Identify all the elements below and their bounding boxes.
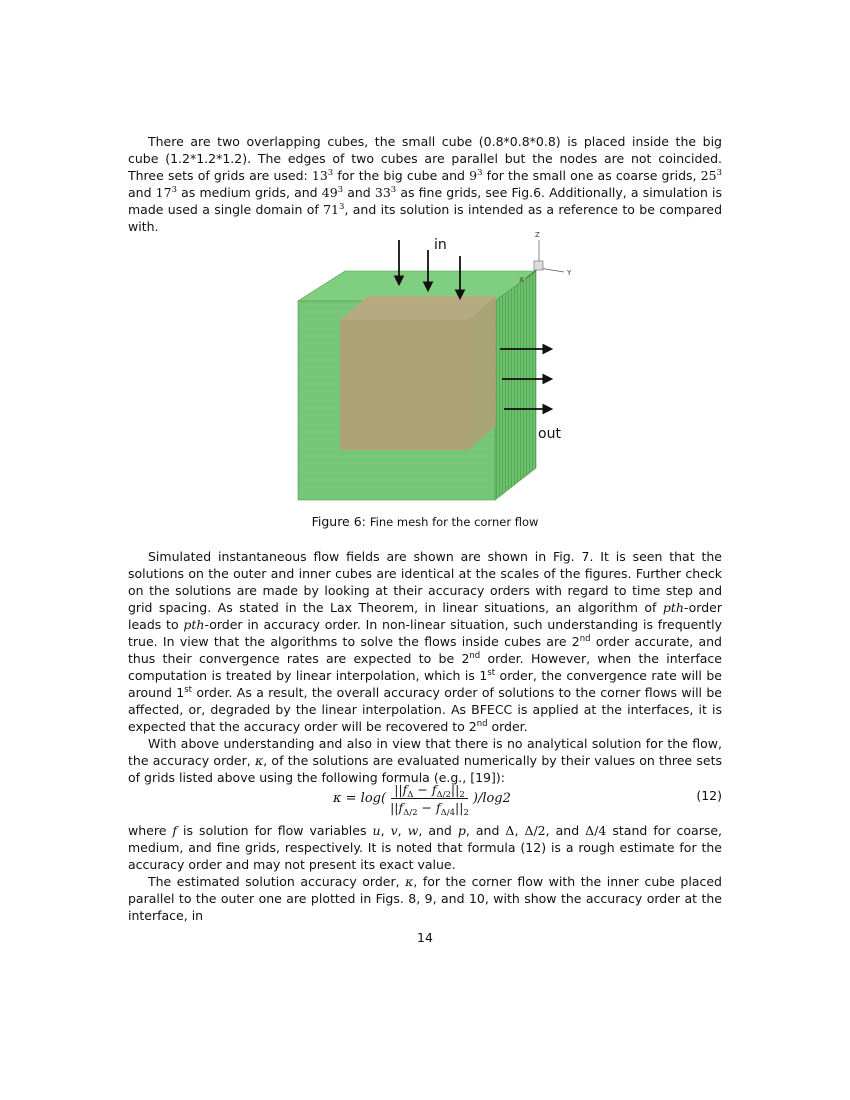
outflow-label: out: [538, 426, 561, 442]
axis-label-x: X: [519, 276, 524, 284]
caption-number: Figure 6:: [311, 514, 366, 529]
inflow-label: in: [434, 237, 447, 253]
paragraph-grids: There are two overlapping cubes, the small cube (0.8*0.8*0.8) is placed inside the big cube (1.2*1.2*1.2). The edges of two cubes are parallel but the nodes are not coincided. Three sets of grids are used: $13^3$ for the big cube and $9^3$ for the small one as coarse grids, $25^3$ and $17^3$ as medium grids, and $49^3$ and $33^3$ as fine grids, see Fig.6. Additionally, a simulation is made used a single domain of $71^3$, and its solution is intended as a reference to be compared with.: [128, 134, 723, 234]
axis-label-y: Y: [567, 269, 572, 277]
page-number: 14: [417, 930, 433, 945]
equation-number: (12): [696, 788, 722, 803]
mesh-figure: [288, 228, 588, 514]
caption-text: Fine mesh for the corner flow: [369, 515, 539, 529]
inner-cube-front: [340, 320, 468, 450]
outer-cube-side: [495, 271, 536, 500]
axis-label-z: Z: [535, 231, 540, 239]
inner-cube-side: [468, 296, 496, 450]
paragraph-accuracy: Simulated instantaneous flow fields are shown are shown in Fig. 7. It is seen that the solutions on the outer and inner cubes are identical at the scales of the figures. Further check on the solutions are made by looking at their accuracy orders with regard to time step and grid spacing. As stated in the Lax Theorem, in linear situations, an algorithm of pth-order leads to pth-order in accuracy order. In non-linear situation, such understanding is frequently true. In view that the algorithms to solve the flows inside cubes are 2nd order accurate, and thus their convergence rates are expected to be 2nd order. However, when the interface computation is treated by linear interpolation, which is 1st order, the convergence rate will be around 1st order. As a result, the overall accuracy order of solutions to the corner flows will be affected, or, degraded by the linear interpolation. As BFECC is applied at the interfaces, it is expected that the accuracy order will be recovered to 2nd order. With above understanding and also in view that there is no analytical solution for the flow, the accuracy order, κ, of the solutions are evaluated numerically by their values on three sets of grids listed above using the following formula (e.g., [19]):: [128, 549, 722, 785]
paragraph-variables: where f is solution for flow variables u, v, w, and p, and Δ, Δ/2, and Δ/4 stand for coarse, medium, and fine grids, respectively. It is noted that formula (12) is a rough estimate for the accuracy order and may not present its exact value. The estimated solution accuracy order, κ, for the corner flow with the inner cube placed parallel to the outer one are plotted in Figs. 8, 9, and 10, with show the accuracy order at the interface, in: [128, 823, 723, 923]
equation-body: κ = log( $\frac{||f_\Delta - f_{\Delta/2}||_2}{||f_{\Delta/2} - f_{\Delta/4}||_2}$ )/log2: [333, 781, 511, 818]
figure-caption: [0, 514, 850, 529]
equation-12: [128, 778, 722, 818]
equation-fraction: $\frac{||f_\Delta - f_{\Delta/2}||_2}{||f_{\Delta/2} - f_{\Delta/4}||_2}$: [390, 781, 469, 818]
